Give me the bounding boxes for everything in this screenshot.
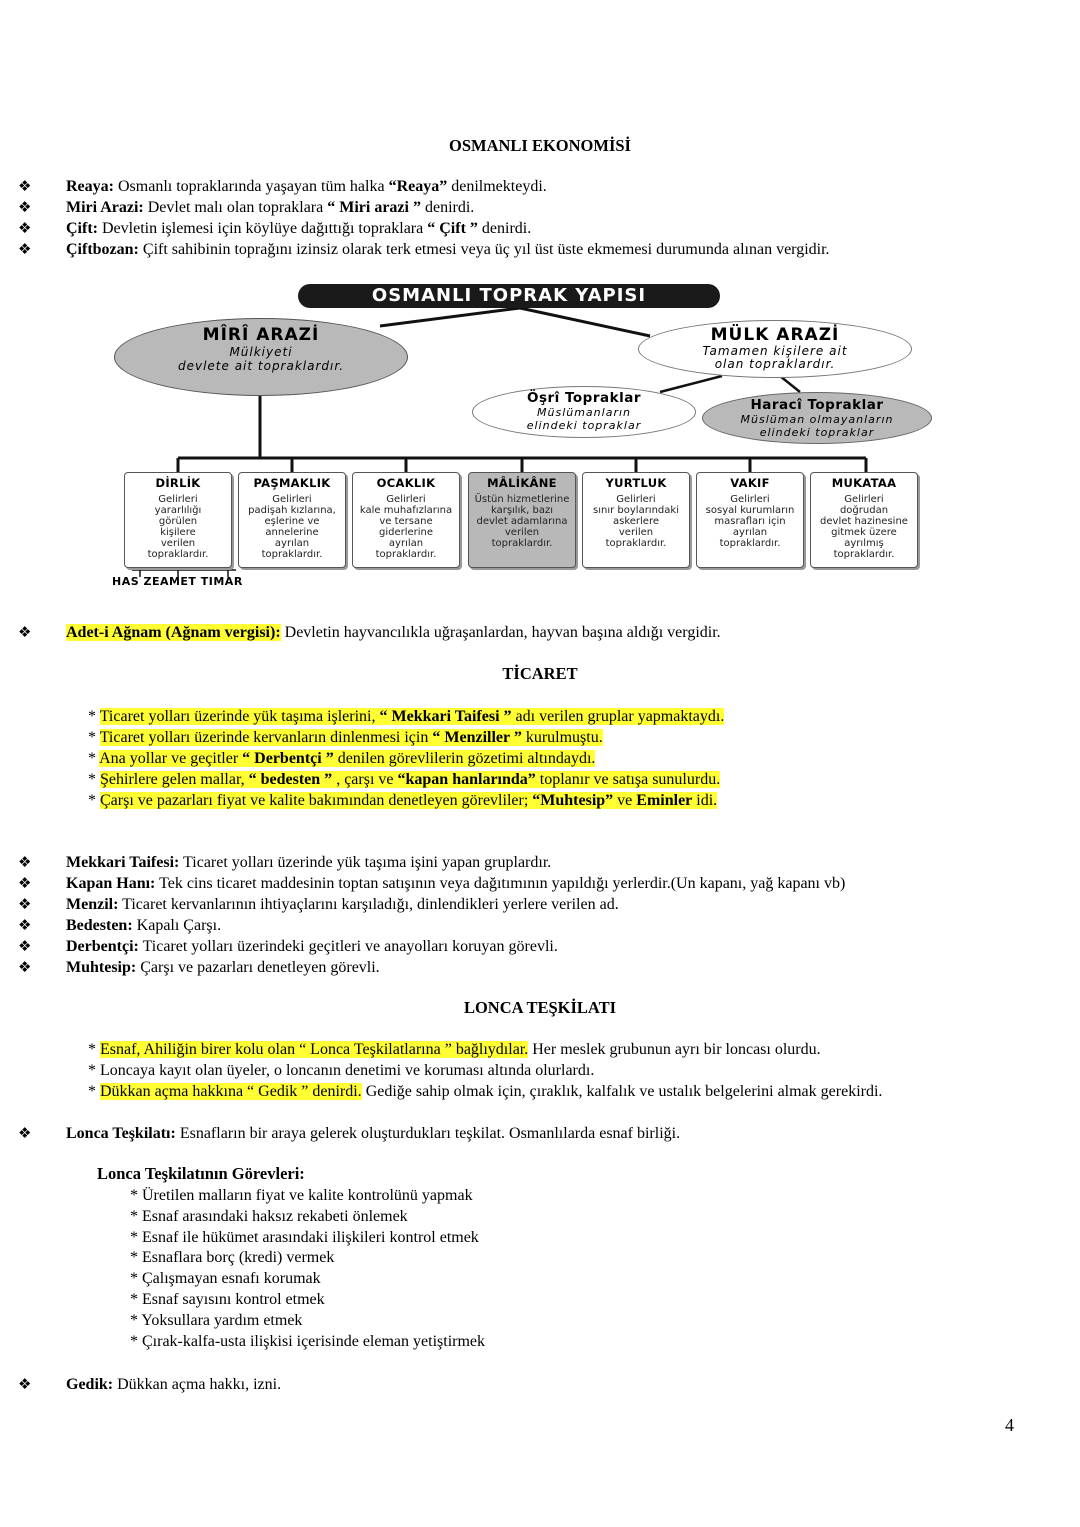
lonca-term: Lonca Teşkilatı: — [66, 1125, 176, 1142]
gedik-term: Gedik: — [66, 1376, 114, 1393]
definition-term: Menzil: — [66, 896, 119, 913]
land-type-desc — [583, 494, 689, 549]
land-type-desc-line: topraklardır. — [261, 549, 323, 560]
land-type-desc-line: ayrılan — [388, 538, 424, 549]
definition-text: Devletin işlemesi için köylüye dağıttığı topraklara — [97, 220, 428, 237]
osri-topraklar-node — [472, 386, 696, 438]
gorev-item: * Esnaf ile hükümet arasındaki ilişkileri kontrol etmek — [130, 1228, 479, 1246]
land-type-desc-line: annelerine — [265, 527, 319, 538]
definition-term: Çiftbozan: — [66, 241, 139, 258]
agnam-text: Devletin hayvancılıkla uğraşanlardan, hayvan başına aldığı vergidir. — [280, 624, 721, 641]
dirlik-subtypes: HAS ZEAMET TIMAR — [112, 575, 243, 588]
land-type-box — [696, 472, 804, 568]
osri-line1: Müslümanların — [537, 406, 631, 419]
land-type-desc-line: Gelirleri — [158, 494, 198, 505]
haraci-topraklar-node — [702, 392, 932, 444]
land-type-desc-line: topraklardır. — [147, 549, 209, 560]
land-type-desc-line: padişah kızlarına, — [248, 505, 336, 516]
definition-term: Miri Arazi: — [66, 199, 144, 216]
lonca-note — [88, 1060, 594, 1081]
land-type-title: MÂLİKÂNE — [487, 476, 557, 490]
land-type-box — [238, 472, 346, 568]
bullet-icon: ❖ — [18, 853, 32, 871]
mulk-line2: olan topraklardır. — [714, 357, 836, 371]
miri-title: MÎRÎ ARAZİ — [202, 325, 320, 345]
definition-text-end: denirdi. — [420, 199, 475, 216]
diagram-banner: OSMANLI TOPRAK YAPISI — [298, 284, 720, 308]
definition-text: Kapalı Çarşı. — [132, 917, 222, 934]
definition-text-end: denirdi. — [477, 220, 532, 237]
gorev-item: * Çalışmayan esnafı korumak — [130, 1270, 321, 1288]
haraci-title: Haracî Topraklar — [750, 397, 884, 413]
ticaret-note: * Ticaret yolları üzerinde yük taşıma işlerini, “ Mekkari Taifesi ” adı verilen gruplar yapmaktaydı. — [88, 708, 725, 725]
land-type-desc-line: sınır boylarındaki — [593, 505, 679, 516]
land-type-desc-line: yararlılığı — [154, 505, 202, 516]
land-type-box — [582, 472, 690, 568]
definition-bold: “ Çift ” — [427, 220, 478, 237]
land-type-desc-line: sosyal kurumların — [705, 505, 795, 516]
gorev-item: * Üretilen malların fiyat ve kalite kontrolünü yapmak — [130, 1187, 473, 1204]
land-type-title: MUKATAA — [831, 476, 897, 490]
land-type-desc-line: doğrudan — [839, 505, 889, 516]
definition-text: Tek cins ticaret maddesinin toptan satışının veya dağıtımının yapıldığı yerlerdir.(Un kapanı, yağ kapanı vb) — [155, 875, 846, 892]
bullet-icon: ❖ — [18, 240, 32, 258]
star-bullet: * — [88, 1062, 100, 1079]
land-type-box — [810, 472, 918, 568]
lonca-note-highlight: Esnaf, Ahiliğin birer kolu olan “ Lonca Teşkilatlarına ” bağlıydılar. — [100, 1041, 529, 1058]
definition-text: Ticaret yolları üzerindeki geçitleri ve anayolları koruyan görevli. — [138, 938, 558, 955]
land-type-desc-line: topraklardır. — [719, 538, 781, 549]
lonca-note — [88, 1081, 882, 1102]
land-type-desc-line: Gelirleri — [844, 494, 884, 505]
star-bullet: * — [88, 1041, 100, 1058]
land-type-desc — [697, 494, 803, 549]
haraci-line2: elindeki topraklar — [759, 426, 875, 439]
land-type-desc-line: devlet adamlarına — [476, 516, 568, 527]
definition-text-end: denilmekteydi. — [447, 178, 547, 195]
definition-bold: “Reaya” — [388, 178, 448, 195]
ticaret-note: * Ana yollar ve geçitler “ Derbentçi ” denilen görevlilerin gözetimi altındaydı. — [88, 750, 596, 767]
bullet-icon: ❖ — [18, 198, 32, 216]
land-type-desc-line: gitmek üzere — [831, 527, 897, 538]
land-type-desc — [469, 494, 575, 549]
definition-term: Mekkari Taifesi: — [66, 854, 180, 871]
land-type-desc-line: Gelirleri — [386, 494, 426, 505]
definition-term: Çift: — [66, 220, 98, 237]
definition-term: Kapan Hanı: — [66, 875, 156, 892]
land-type-title: OCAKLIK — [376, 476, 436, 490]
land-type-desc-line: Gelirleri — [730, 494, 770, 505]
definition-text: Devlet malı olan topraklara — [143, 199, 328, 216]
ticaret-note: * Şehirlere gelen mallar, “ bedesten ” , çarşı ve “kapan hanlarında” toplanır ve satışa sunulurdu. — [88, 771, 721, 788]
land-type-desc-line: giderlerine — [378, 527, 434, 538]
land-type-desc-line: ayrılmış — [844, 538, 884, 549]
land-type-desc-line: kişilere — [160, 527, 196, 538]
miri-arazi-node — [114, 318, 408, 396]
miri-line1: Mülkiyeti — [229, 345, 293, 359]
osri-line2: elindeki topraklar — [526, 419, 642, 432]
land-type-desc-line: topraklardır. — [833, 549, 895, 560]
land-type-desc-line: görülen — [158, 516, 198, 527]
land-type-desc-line: ayrılan — [274, 538, 310, 549]
bullet-icon: ❖ — [18, 623, 32, 641]
land-type-title: DİRLİK — [155, 476, 201, 490]
land-type-desc-line: eşlerine ve — [264, 516, 320, 527]
gorev-item: * Çırak-kalfa-usta ilişkisi içerisinde eleman yetiştirmek — [130, 1332, 486, 1350]
gorevler-title: Lonca Teşkilatının Görevleri: — [97, 1164, 305, 1183]
ticaret-note: * Ticaret yolları üzerinde kervanların dinlenmesi için “ Menziller ” kurulmuştu. — [88, 729, 603, 746]
definition-term: Reaya: — [66, 178, 114, 195]
land-type-desc-line: verilen — [504, 527, 540, 538]
gorev-item: * Esnaflara borç (kredi) vermek — [130, 1249, 335, 1267]
mulk-line1: Tamamen kişilere ait — [702, 344, 848, 358]
land-type-desc-line: masrafları için — [714, 516, 786, 527]
gorev-item: * Esnaf arasındaki haksız rekabeti önlemek — [130, 1207, 408, 1225]
land-type-desc-line: topraklardır. — [491, 538, 553, 549]
bullet-icon: ❖ — [18, 916, 32, 934]
land-type-desc-line: Gelirleri — [616, 494, 656, 505]
definition-text: Osmanlı topraklarında yaşayan tüm halka — [113, 178, 389, 195]
lonca-note — [88, 1039, 821, 1060]
land-type-desc-line: askerlere — [612, 516, 659, 527]
lonca-note-text: Her meslek grubunun ayrı bir loncası olurdu. — [528, 1041, 821, 1058]
land-type-desc-line: kale muhafızlarına — [359, 505, 453, 516]
definition-text: Ticaret yolları üzerinde yük taşıma işini yapan gruplardır. — [179, 854, 552, 871]
land-type-desc — [239, 494, 345, 560]
page-title: OSMANLI EKONOMİSİ — [449, 136, 631, 155]
bullet-icon: ❖ — [18, 1124, 32, 1142]
definition-text: Ticaret kervanlarının ihtiyaçlarını karşıladığı, dinlendikleri yerlere verilen ad. — [118, 896, 619, 913]
gorev-item: * Esnaf sayısını kontrol etmek — [130, 1291, 325, 1308]
osri-title: Öşrî Topraklar — [527, 390, 641, 406]
definition-text: Çift sahibinin toprağını izinsiz olarak terk etmesi veya üç yıl üst üste ekmemesi durumunda alınan vergidir. — [138, 241, 830, 258]
land-type-desc-line: karşılık, bazı — [490, 505, 554, 516]
definition-term: Muhtesip: — [66, 959, 137, 976]
lonca-title: LONCA TEŞKİLATI — [463, 998, 617, 1017]
lonca-note-text: Gediğe sahip olmak için, çıraklık, kalfalık ve ustalık belgelerini almak gerekirdi. — [361, 1083, 883, 1100]
lonca-def-text: Esnafların bir araya gelerek oluşturdukları teşkilat. Osmanlılarda esnaf birliği. — [175, 1125, 681, 1142]
land-type-desc-line: Gelirleri — [272, 494, 312, 505]
bullet-icon: ❖ — [18, 1375, 32, 1393]
land-type-desc — [125, 494, 231, 560]
bullet-icon: ❖ — [18, 937, 32, 955]
definition-bold: “ Miri arazi ” — [327, 199, 421, 216]
lonca-note-text: Loncaya kayıt olan üyeler, o loncanın denetimi ve koruması altında olurlardı. — [100, 1062, 595, 1079]
land-type-box — [352, 472, 460, 568]
land-type-desc-line: ayrılan — [732, 527, 768, 538]
bullet-icon: ❖ — [18, 219, 32, 237]
definition-term: Derbentçi: — [66, 938, 139, 955]
bullet-icon: ❖ — [18, 958, 32, 976]
gedik-text: Dükkan açma hakkı, izni. — [113, 1376, 282, 1393]
land-type-desc — [811, 494, 917, 560]
definition-text: Çarşı ve pazarları denetleyen görevli. — [136, 959, 380, 976]
ticaret-title: TİCARET — [502, 664, 578, 683]
definition-term: Bedesten: — [66, 917, 133, 934]
mulk-title: MÜLK ARAZİ — [710, 325, 840, 345]
land-type-title: PAŞMAKLIK — [253, 476, 331, 490]
bullet-icon: ❖ — [18, 895, 32, 913]
gorev-item: * Yoksullara yardım etmek — [130, 1311, 303, 1329]
land-type-desc-line: devlet hazinesine — [820, 516, 908, 527]
star-bullet: * — [88, 1083, 100, 1100]
ticaret-note: * Çarşı ve pazarları fiyat ve kalite bakımından denetleyen görevliler; “Muhtesip” ve Eminler idi. — [88, 792, 718, 809]
land-type-box — [468, 472, 576, 568]
land-type-desc-line: topraklardır. — [375, 549, 437, 560]
miri-line2: devlete ait topraklardır. — [177, 359, 345, 373]
land-type-desc-line: Üstün hizmetlerine — [474, 494, 570, 505]
haraci-line1: Müslüman olmayanların — [740, 413, 894, 426]
land-type-desc-line: topraklardır. — [605, 538, 667, 549]
land-type-desc-line: verilen — [618, 527, 654, 538]
agnam-term: Adet-i Ağnam (Ağnam vergisi): — [66, 624, 281, 641]
lonca-note-highlight: Dükkan açma hakkına “ Gedik ” denirdi. — [100, 1083, 362, 1100]
land-type-title: YURTLUK — [605, 476, 667, 490]
bullet-icon: ❖ — [18, 177, 32, 195]
land-type-title: VAKIF — [730, 476, 770, 490]
mulk-arazi-node — [638, 320, 912, 378]
page-number: 4 — [1005, 1415, 1014, 1435]
land-type-desc-line: verilen — [160, 538, 196, 549]
bullet-icon: ❖ — [18, 874, 32, 892]
land-type-box — [124, 472, 232, 568]
land-type-desc-line: ve tersane — [379, 516, 433, 527]
land-type-desc — [353, 494, 459, 560]
